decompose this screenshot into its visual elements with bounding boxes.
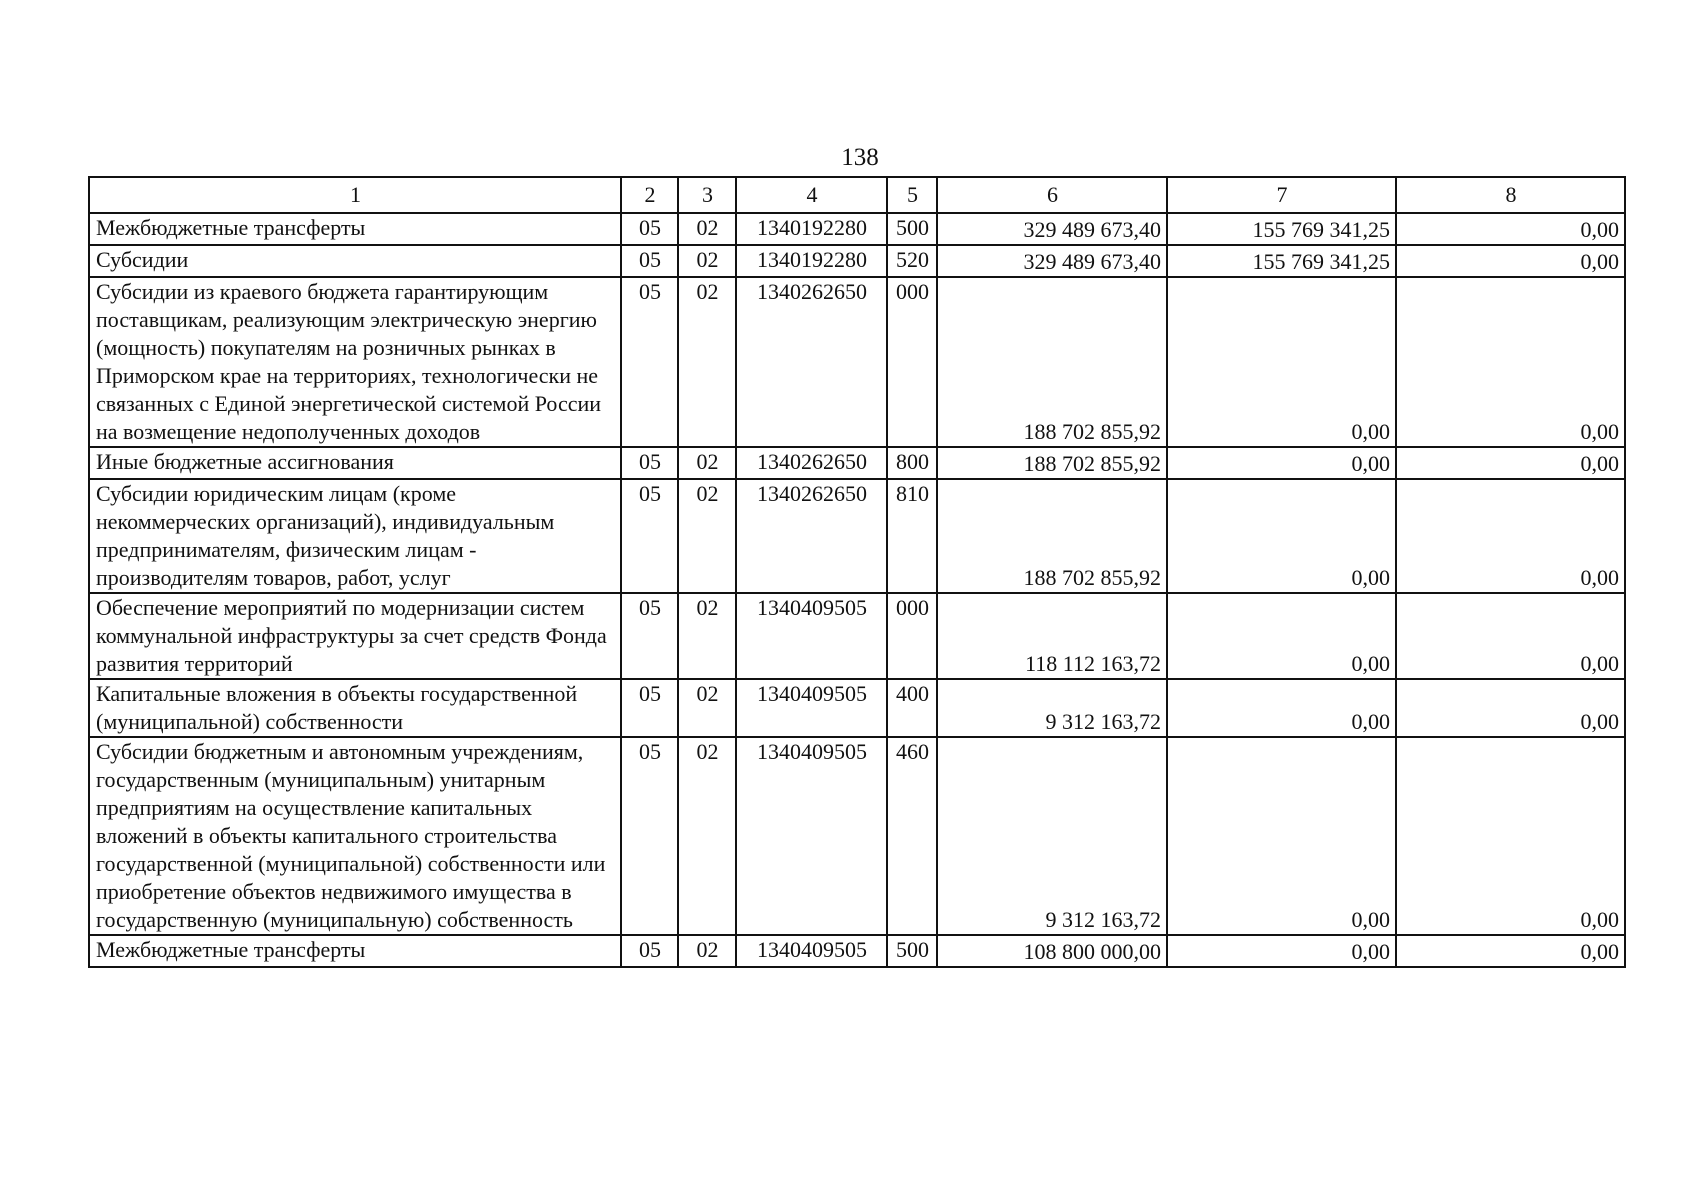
amount-col8: 0,00	[1396, 679, 1625, 737]
expense-type-code: 400	[887, 679, 937, 737]
amount-col8: 0,00	[1396, 245, 1625, 277]
amount-col8: 0,00	[1396, 213, 1625, 245]
target-code: 1340409505	[736, 737, 887, 935]
expense-type-code: 810	[887, 479, 937, 593]
expense-type-code: 000	[887, 593, 937, 679]
section-code: 05	[621, 935, 678, 967]
amount-col7: 0,00	[1167, 593, 1396, 679]
page-number: 138	[841, 144, 879, 171]
amount-col8: 0,00	[1396, 935, 1625, 967]
section-code: 05	[621, 737, 678, 935]
target-code: 1340262650	[736, 479, 887, 593]
amount-col7: 0,00	[1167, 277, 1396, 447]
amount-col8: 0,00	[1396, 447, 1625, 479]
table-row	[89, 213, 1625, 245]
amount-col8: 0,00	[1396, 277, 1625, 447]
amount-col8: 0,00	[1396, 593, 1625, 679]
row-name: Субсидии из краевого бюджета гарантирующим поставщикам, реализующим электрическую энергию (мощность) покупателям на розничных рынках в Приморском крае на территориях, технологически не связанных с Единой энергетической системой России на возмещение недополученных доходов	[89, 277, 621, 447]
amount-col6: 188 702 855,92	[937, 277, 1167, 447]
amount-col6: 118 112 163,72	[937, 593, 1167, 679]
amount-col7: 155 769 341,25	[1167, 213, 1396, 245]
row-name: Межбюджетные трансферты	[89, 213, 621, 245]
amount-col7: 0,00	[1167, 935, 1396, 967]
section-code: 05	[621, 593, 678, 679]
section-code: 05	[621, 277, 678, 447]
row-name: Обеспечение мероприятий по модернизации систем коммунальной инфраструктуры за счет средств Фонда развития территорий	[89, 593, 621, 679]
amount-col7: 0,00	[1167, 447, 1396, 479]
row-name: Субсидии бюджетным и автономным учреждениям, государственным (муниципальным) унитарным предприятиям на осуществление капитальных вложений в объекты капитального строительства государственной (муниципальной) собственности или приобретение объектов недвижимого имущества в государственную (муниципальную) собственность	[89, 737, 621, 935]
amount-col7: 0,00	[1167, 679, 1396, 737]
section-code: 05	[621, 213, 678, 245]
amount-col7: 0,00	[1167, 479, 1396, 593]
header-cell: 7	[1167, 177, 1396, 213]
amount-col6: 188 702 855,92	[937, 447, 1167, 479]
expense-type-code: 500	[887, 213, 937, 245]
row-name: Капитальные вложения в объекты государственной (муниципальной) собственности	[89, 679, 621, 737]
section-code: 05	[621, 245, 678, 277]
expense-type-code: 000	[887, 277, 937, 447]
budget-table	[88, 176, 1626, 968]
subsection-code: 02	[678, 277, 736, 447]
expense-type-code: 460	[887, 737, 937, 935]
expense-type-code: 520	[887, 245, 937, 277]
row-name: Субсидии юридическим лицам (кроме некоммерческих организаций), индивидуальным предпринимателям, физическим лицам - производителям товаров, работ, услуг	[89, 479, 621, 593]
table-row	[89, 679, 1625, 737]
row-name: Субсидии	[89, 245, 621, 277]
header-cell: 4	[736, 177, 887, 213]
subsection-code: 02	[678, 245, 736, 277]
table-row	[89, 593, 1625, 679]
section-code: 05	[621, 679, 678, 737]
amount-col7: 0,00	[1167, 737, 1396, 935]
amount-col6: 9 312 163,72	[937, 679, 1167, 737]
header-cell: 8	[1396, 177, 1625, 213]
amount-col8: 0,00	[1396, 737, 1625, 935]
target-code: 1340262650	[736, 277, 887, 447]
table-row	[89, 245, 1625, 277]
target-code: 1340409505	[736, 679, 887, 737]
row-name: Иные бюджетные ассигнования	[89, 447, 621, 479]
header-cell: 2	[621, 177, 678, 213]
target-code: 1340192280	[736, 245, 887, 277]
table-row	[89, 935, 1625, 967]
subsection-code: 02	[678, 213, 736, 245]
amount-col6: 9 312 163,72	[937, 737, 1167, 935]
expense-type-code: 800	[887, 447, 937, 479]
subsection-code: 02	[678, 479, 736, 593]
subsection-code: 02	[678, 737, 736, 935]
target-code: 1340409505	[736, 935, 887, 967]
header-cell: 6	[937, 177, 1167, 213]
row-name: Межбюджетные трансферты	[89, 935, 621, 967]
target-code: 1340262650	[736, 447, 887, 479]
header-cell: 1	[89, 177, 621, 213]
amount-col6: 108 800 000,00	[937, 935, 1167, 967]
header-cell: 5	[887, 177, 937, 213]
amount-col6: 188 702 855,92	[937, 479, 1167, 593]
table-row	[89, 447, 1625, 479]
table-row	[89, 277, 1625, 447]
amount-col6: 329 489 673,40	[937, 245, 1167, 277]
section-code: 05	[621, 479, 678, 593]
target-code: 1340192280	[736, 213, 887, 245]
subsection-code: 02	[678, 935, 736, 967]
target-code: 1340409505	[736, 593, 887, 679]
amount-col8: 0,00	[1396, 479, 1625, 593]
subsection-code: 02	[678, 593, 736, 679]
header-cell: 3	[678, 177, 736, 213]
amount-col7: 155 769 341,25	[1167, 245, 1396, 277]
header-row	[89, 177, 1625, 213]
expense-type-code: 500	[887, 935, 937, 967]
table-row	[89, 737, 1625, 935]
subsection-code: 02	[678, 679, 736, 737]
amount-col6: 329 489 673,40	[937, 213, 1167, 245]
subsection-code: 02	[678, 447, 736, 479]
section-code: 05	[621, 447, 678, 479]
table-row	[89, 479, 1625, 593]
